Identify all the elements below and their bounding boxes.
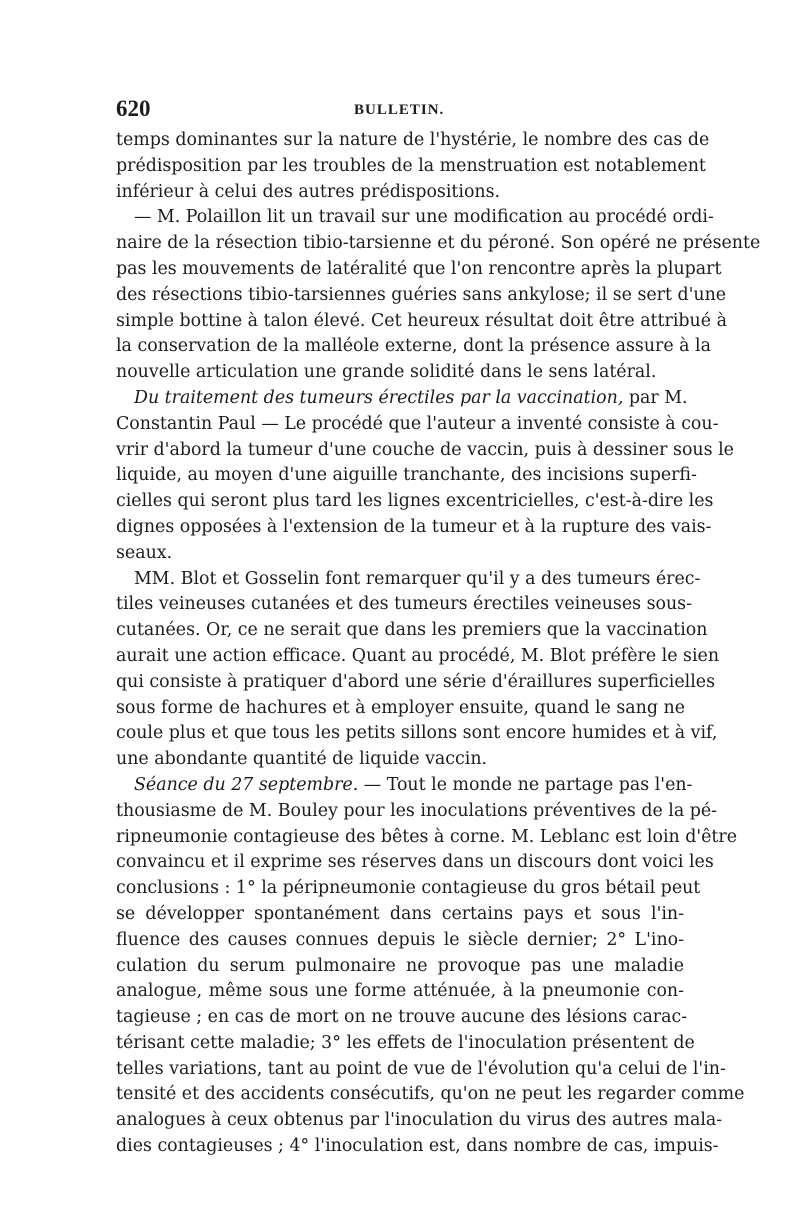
- page-header: [116, 96, 684, 122]
- line-text: aurait une action efficace. Quant au procédé, M. Blot préfère le sien: [116, 645, 720, 666]
- line-text: inférieur à celui des autres prédispositions.: [116, 181, 501, 202]
- paragraph: [116, 567, 720, 773]
- line-text: tagieuse ; en cas de mort on ne trouve aucune des lésions carac-: [116, 1007, 688, 1028]
- text-line: [116, 567, 701, 593]
- text-line: [116, 902, 684, 928]
- text-line: [116, 309, 727, 335]
- line-text: cutanées. Or, ce ne serait que dans les premiers que la vaccination: [116, 620, 708, 641]
- line-text: vrir d'abord la tumeur d'une couche de vaccin, puis à dessiner sous le: [116, 439, 734, 460]
- text-line: [116, 515, 712, 541]
- line-text: par M.: [623, 387, 688, 408]
- text-line: [116, 438, 734, 464]
- text-line: [116, 541, 684, 567]
- text-line: [116, 1082, 745, 1108]
- text-line: [116, 180, 684, 206]
- text-line: [116, 257, 722, 283]
- line-text: culation du serum pulmonaire ne provoque pas une maladie: [116, 955, 684, 976]
- text-line: [116, 928, 684, 954]
- paragraph: [116, 128, 710, 205]
- text-line: [116, 1134, 719, 1160]
- line-text: fluence des causes connues depuis le siècle dernier; 2° L'ino-: [116, 929, 684, 950]
- text-line: [116, 154, 706, 180]
- text-line: [116, 747, 684, 773]
- text-line: [116, 1031, 695, 1057]
- line-text: analogue, même sous une forme atténuée, à la pneumonie con-: [116, 981, 684, 1002]
- text-line: [116, 954, 684, 980]
- body-text: [116, 128, 761, 1160]
- running-head: BULLETIN.: [354, 102, 445, 118]
- line-text: tiles veineuses cutanées et des tumeurs érectiles veineuses sous-: [116, 594, 692, 615]
- text-line: [116, 1108, 723, 1134]
- line-text: nouvelle articulation une grande solidité dans le sens latéral.: [116, 362, 657, 383]
- text-line: [116, 463, 697, 489]
- line-text: sous forme de hachures et à employer ensuite, quand le sang ne: [116, 697, 686, 718]
- text-line: [116, 670, 715, 696]
- text-line: [116, 773, 693, 799]
- line-text: conclusions : 1° la péripneumonie contagieuse du gros bétail peut: [116, 878, 701, 899]
- line-text: convaincu et il exprime ses réserves dans un discours dont voici les: [116, 852, 714, 873]
- text-line: [116, 386, 688, 412]
- line-text: MM. Blot et Gosselin font remarquer qu'il y a des tumeurs érec-: [134, 568, 701, 589]
- text-line: [116, 334, 711, 360]
- text-line: [116, 1057, 726, 1083]
- text-line: [116, 799, 718, 825]
- text-line: [116, 618, 708, 644]
- italic-title: Séance du 27 septembre.: [134, 774, 359, 795]
- text-line: [116, 1005, 688, 1031]
- line-text: thousiasme de M. Bouley pour les inoculations préventives de la pé-: [116, 800, 718, 821]
- line-text: temps dominantes sur la nature de l'hystérie, le nombre des cas de: [116, 130, 710, 150]
- text-line: [116, 231, 761, 257]
- page-number: 620: [116, 96, 151, 121]
- line-text: térisant cette maladie; 3° les effets de l'inoculation présentent de: [116, 1032, 695, 1053]
- text-line: [116, 696, 684, 722]
- paragraph: [116, 205, 761, 386]
- line-text: dies contagieuses ; 4° l'inoculation est, dans nombre de cas, impuis-: [116, 1136, 719, 1157]
- text-line: [116, 825, 738, 851]
- text-line: [116, 412, 719, 438]
- text-line: [116, 850, 714, 876]
- text-line: [116, 489, 714, 515]
- line-text: pas les mouvements de latéralité que l'on rencontre après la plupart: [116, 258, 722, 279]
- line-text: — M. Polaillon lit un travail sur une modification au procédé ordi-: [134, 207, 714, 228]
- line-text: naire de la résection tibio-tarsienne et du péroné. Son opéré ne présente: [116, 233, 761, 254]
- line-text: la conservation de la malléole externe, dont la présence assure à la: [116, 336, 711, 357]
- italic-title: Du traitement des tumeurs érectiles par la vaccination,: [134, 387, 624, 408]
- text-line: [116, 592, 692, 618]
- line-text: — Tout le monde ne partage pas l'en-: [358, 774, 693, 795]
- line-text: coule plus et que tous les petits sillons sont encore humides et à vif,: [116, 723, 718, 744]
- line-text: analogues à ceux obtenus par l'inoculation du virus des autres mala-: [116, 1110, 723, 1131]
- line-text: seaux.: [116, 542, 173, 563]
- line-text: liquide, au moyen d'une aiguille tranchante, des incisions superfi-: [116, 465, 697, 486]
- line-text: dignes opposées à l'extension de la tumeur et à la rupture des vais-: [116, 516, 712, 537]
- text-line: [116, 360, 684, 386]
- line-text: une abondante quantité de liquide vaccin.: [116, 749, 488, 770]
- text-line: [116, 205, 714, 231]
- line-text: prédisposition par les troubles de la menstruation est notablement: [116, 155, 706, 176]
- line-text: telles variations, tant au point de vue de l'évolution qu'a celui de l'in-: [116, 1058, 726, 1079]
- paragraph: [116, 773, 745, 1160]
- text-line: [116, 283, 727, 309]
- text-line: [116, 721, 718, 747]
- text-line: [116, 128, 710, 154]
- line-text: cielles qui seront plus tard les lignes excentricielles, c'est-à-dire les: [116, 491, 714, 512]
- line-text: ripneumonie contagieuse des bêtes à corne. M. Leblanc est loin d'être: [116, 826, 738, 847]
- text-line: [116, 979, 684, 1005]
- line-text: se développer spontanément dans certains pays et sous l'in-: [116, 903, 684, 924]
- line-text: Constantin Paul — Le procédé que l'auteur a inventé consiste à cou-: [116, 413, 719, 434]
- line-text: qui consiste à pratiquer d'abord une série d'éraillures superficielles: [116, 671, 715, 692]
- text-line: [116, 644, 720, 670]
- text-line: [116, 876, 701, 902]
- line-text: simple bottine à talon élevé. Cet heureux résultat doit être attribué à: [116, 310, 727, 331]
- paragraph: [116, 386, 734, 567]
- line-text: tensité et des accidents consécutifs, qu'on ne peut les regarder comme: [116, 1084, 745, 1105]
- line-text: des résections tibio-tarsiennes guéries sans ankylose; il se sert d'une: [116, 284, 727, 305]
